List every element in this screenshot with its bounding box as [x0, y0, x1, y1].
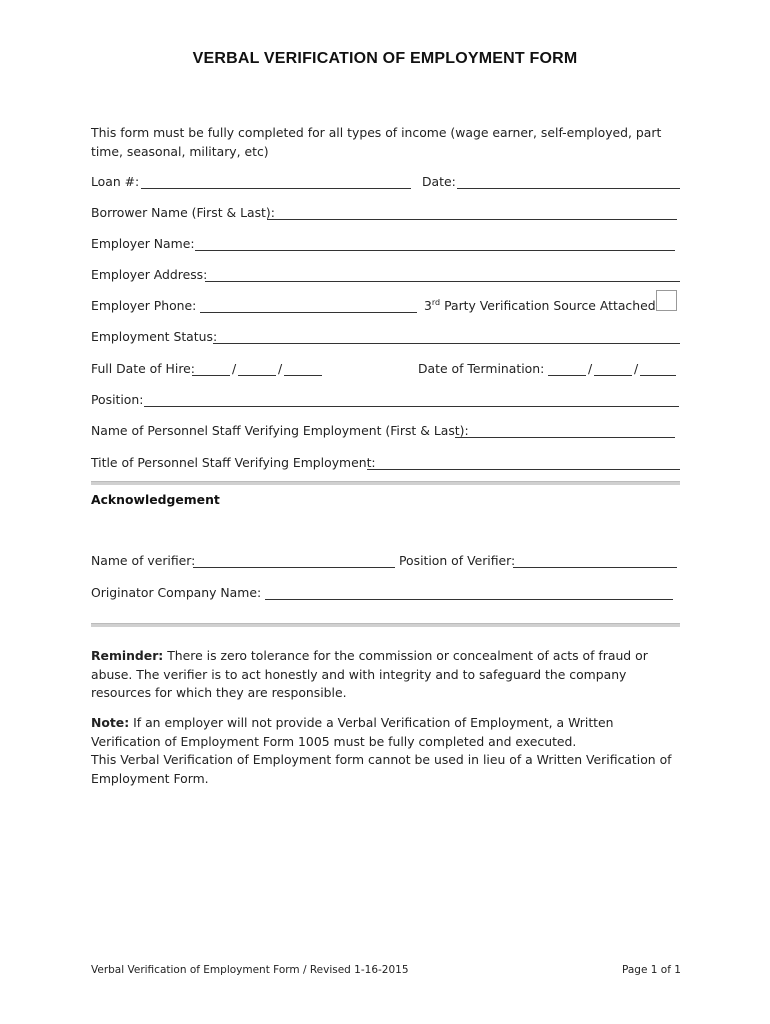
page-title: VERBAL VERIFICATION OF EMPLOYMENT FORM [192, 50, 578, 67]
termination-year-field[interactable] [640, 375, 676, 376]
date-label: Date: [422, 174, 456, 189]
note-label: Note: [91, 715, 130, 730]
acknowledgement-heading: Acknowledgement [91, 492, 220, 507]
hire-sep-1: / [232, 361, 237, 376]
termination-sep-1: / [588, 361, 593, 376]
hire-year-field[interactable] [284, 375, 322, 376]
date-field[interactable] [457, 188, 680, 189]
verifier-position-field[interactable] [513, 567, 677, 568]
personnel-title-field[interactable] [367, 469, 680, 470]
borrower-row [91, 205, 681, 223]
hire-sep-2: / [278, 361, 283, 376]
reminder-text: Reminder: There is zero tolerance for the commission or concealment of acts of fraud or abuse. The verifier is to act honestly and with integrity and to safeguard the company resources for which they are responsible. [91, 648, 648, 700]
termination-month-field[interactable] [548, 375, 586, 376]
employment-status-row [91, 329, 681, 347]
employer-phone-label: Employer Phone: [91, 298, 197, 313]
personnel-title-row [91, 455, 681, 473]
originator-row [91, 585, 681, 603]
originator-company-field[interactable] [265, 599, 673, 600]
verifier-name-label: Name of verifier: [91, 553, 196, 568]
originator-company-label: Originator Company Name: [91, 585, 262, 600]
position-field[interactable] [144, 406, 679, 407]
employer-name-field[interactable] [195, 250, 675, 251]
personnel-title-label: Title of Personnel Staff Verifying Employment: [91, 455, 376, 470]
section-divider-2 [91, 623, 680, 627]
dates-row [91, 361, 681, 379]
section-divider [91, 481, 680, 485]
verifier-row [91, 553, 681, 571]
termination-date-label: Date of Termination: [418, 361, 545, 376]
footer-page-number: Page 1 of 1 [622, 964, 681, 976]
position-label: Position: [91, 392, 144, 407]
borrower-name-field[interactable] [267, 219, 677, 220]
personnel-name-field[interactable] [455, 437, 675, 438]
note-text: Note: If an employer will not provide a Verbal Verification of Employment, a Written Verification of Employment Form 1005 must be fully completed and executed. This Verbal Verification of Employment form cannot be used in lieu of a Written Verification of Employment Form. [91, 715, 672, 786]
footer-left: Verbal Verification of Employment Form / Revised 1-16-2015 [91, 964, 409, 976]
third-party-label: 3rd Party Verification Source Attached [424, 298, 656, 313]
reminder-label: Reminder: [91, 648, 164, 663]
employment-status-label: Employment Status: [91, 329, 218, 344]
third-party-checkbox[interactable] [656, 290, 677, 311]
employer-address-row [91, 267, 681, 285]
hire-day-field[interactable] [238, 375, 276, 376]
employer-phone-row [91, 298, 681, 316]
employment-status-field[interactable] [213, 343, 680, 344]
termination-sep-2: / [634, 361, 639, 376]
employer-phone-field[interactable] [200, 312, 417, 313]
hire-date-label: Full Date of Hire: [91, 361, 195, 376]
hire-month-field[interactable] [192, 375, 230, 376]
employer-address-label: Employer Address: [91, 267, 208, 282]
termination-day-field[interactable] [594, 375, 632, 376]
verifier-position-label: Position of Verifier: [399, 553, 516, 568]
borrower-name-label: Borrower Name (First & Last): [91, 205, 275, 220]
employer-address-field[interactable] [205, 281, 680, 282]
loan-date-row [91, 174, 681, 192]
personnel-name-label: Name of Personnel Staff Verifying Employment (First & Last): [91, 423, 469, 438]
employer-name-label: Employer Name: [91, 236, 195, 251]
employer-name-row [91, 236, 681, 254]
personnel-name-row [91, 423, 681, 441]
intro-text: This form must be fully completed for all types of income (wage earner, self-employed, part time, seasonal, military, etc) [91, 125, 662, 159]
loan-field[interactable] [141, 188, 411, 189]
loan-label: Loan #: [91, 174, 140, 189]
verifier-name-field[interactable] [193, 567, 395, 568]
position-row [91, 392, 681, 410]
